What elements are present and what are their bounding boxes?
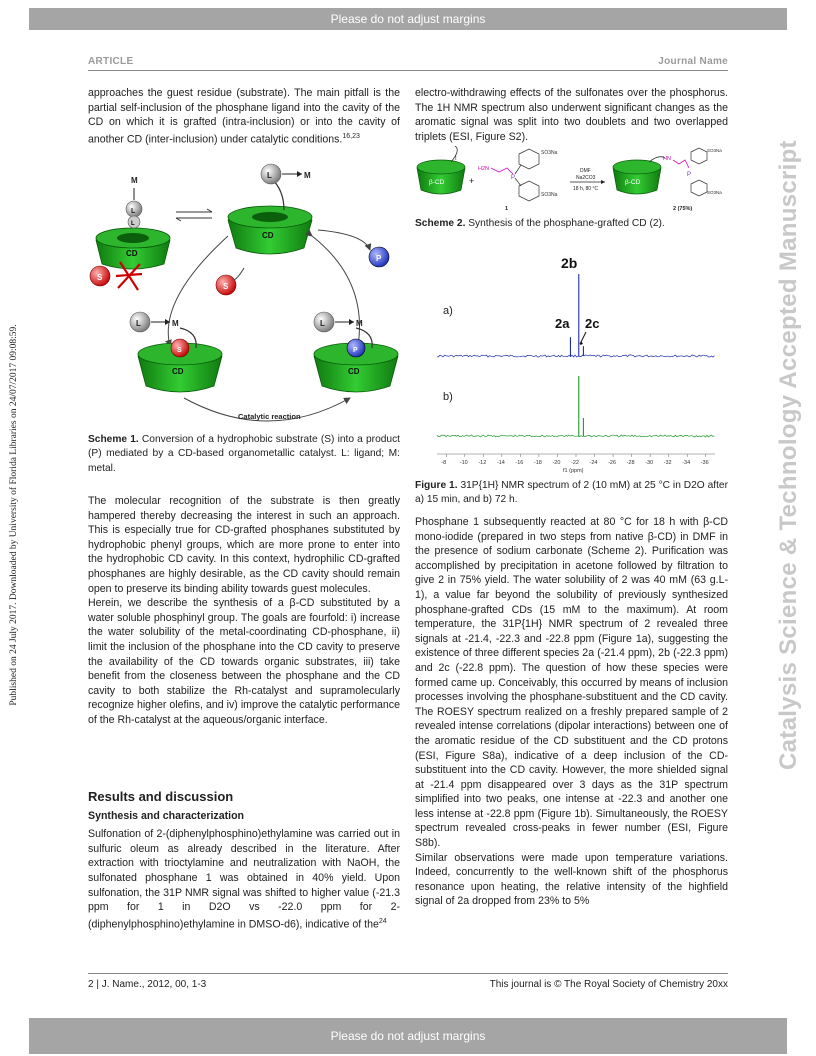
svg-text:M: M — [356, 319, 363, 328]
svg-text:18 h, 80 °C: 18 h, 80 °C — [573, 186, 599, 192]
svg-text:I: I — [455, 156, 457, 162]
spectrum-baseline-a — [437, 355, 715, 357]
svg-text:M: M — [131, 176, 138, 185]
x-tick-label: -26 — [608, 460, 617, 466]
svg-text:HN: HN — [663, 156, 671, 162]
figure1-caption: Figure 1. 31P{1H} NMR spectrum of 2 (10 mM) at 25 °C in D2O after a) 15 min, and b) 72 h. — [415, 480, 728, 506]
right-intro-paragraph: electro-withdrawing effects of the sulfonates over the phosphorus. The 1H NMR spectrum also underwent significant changes as the aromatic signal was split into two doublets and two overlapped triplets (ESI, Figure S2). — [415, 87, 728, 143]
cd-cup-with-product — [314, 312, 398, 392]
x-tick-label: -36 — [700, 460, 709, 466]
svg-text:1: 1 — [505, 206, 509, 212]
x-tick-label: -8 — [441, 460, 447, 466]
x-tick-label: -30 — [645, 460, 654, 466]
product-2 — [613, 148, 722, 212]
journal-name-label: Journal Name — [658, 56, 728, 67]
top-margin-banner: Please do not adjust margins — [29, 8, 787, 30]
article-label: ARTICLE — [88, 56, 134, 67]
figure1-nmr-chart — [415, 248, 728, 474]
svg-text:L: L — [131, 221, 135, 227]
x-tick-label: -12 — [478, 460, 487, 466]
x-axis-title: f1 (ppm) — [563, 468, 584, 474]
svg-text:L: L — [320, 319, 325, 328]
footer-rule — [88, 973, 728, 974]
bottom-margin-banner: Please do not adjust margins — [29, 1018, 787, 1054]
reaction-arrow — [570, 168, 605, 192]
scheme1-caption: Scheme 1. Conversion of a hydrophobic substrate (S) into a product (P) mediated by a CD-based organometallic catalyst. L: ligand; M: metal. — [88, 434, 400, 474]
svg-text:CD: CD — [172, 367, 184, 376]
svg-text:S: S — [223, 282, 229, 291]
svg-text:L: L — [131, 208, 136, 215]
paragraph-phosphane-reaction: Phosphane 1 subsequently reacted at 80 °C for 18 h with β-CD mono-iodide (prepared in two steps from native β-CD) in DMF in the presence of sodium carbonate (Scheme 2). Purification was accomplished by precipitation in acetone followed by filtration to give 2 in 75% yield. The water solubility of 2 was 40 mM (63 g.L-1), a value far beyond the solubility of previously synthesized phosphane-grafted CDs (15 mM to the maximum). At room temperature, the 31P{1H} NMR spectrum of 2 revealed three signals at -21.4, -22.3 and -22.8 ppm (Figure 1a), suggesting the existence of three different species 2a (-21.4 ppm), 2b (-22.3 ppm) and 2c (-22.8 ppm). The question of how these species were formed came up. Conceivably, this occurred by means of inclusion processes involving the phosphane-substituent and the CD cavity. The ROESY spectrum realized on a freshly prepared sample of 2 revealed intense correlations (dipolar interactions) between one of the aromatic residue of the CD substituent and the CD protons (ESI, Figure S8a), indicative of a deep inclusion of the CD-substituent into the CD cavity. However, the more shielded signal at -21.4 ppm disappeared over 3 days as the 31P spectrum simplified into two peaks, one intense at -22.3 and another one less intense at -22.8 ppm (Figure 1b). Simultaneously, the ROESY spectrum revealed cross-peaks in fewer number (ESI, Figure S8b). — [415, 516, 728, 850]
x-tick-label: -32 — [663, 460, 672, 466]
svg-text:P: P — [376, 254, 382, 263]
svg-text:L: L — [267, 171, 272, 180]
svg-text:P: P — [353, 347, 358, 354]
svg-text:P: P — [511, 175, 516, 181]
svg-text:SO3Na: SO3Na — [541, 150, 558, 156]
svg-text:S: S — [177, 347, 182, 354]
footer-right: This journal is © The Royal Society of Chemistry 20xx — [489, 979, 728, 990]
x-tick-label: -34 — [682, 460, 691, 466]
svg-text:M: M — [304, 171, 311, 180]
x-tick-label: -16 — [515, 460, 524, 466]
paragraph-molecular-recognition: The molecular recognition of the substrate is then greatly hampered thereby decreasing the interest in such an approach. This is especially true for CD-grafted phosphanes substituted by hydrophobic phenyl groups, which are more prone to enter into the hydrophobic CD cavity. In this context, hydrophilic CD-grafted phosphanes are highly desirable, as the CD cavity should remain open to preserve its binding ability towards guest molecules. — [88, 495, 400, 595]
x-tick-label: -22 — [571, 460, 579, 466]
left-intro-paragraph: approaches the guest residue (substrate). The main pitfall is the partial self-inclusion of the phosphane ligand into the cavity of the CD on which it is grafted (intra-inclusion) or into the cavity of another CD (inter-inclusion) under catalytic conditions.$^{16,23}$ — [88, 87, 400, 146]
svg-text:M: M — [172, 319, 179, 328]
panel-a-label: a) — [443, 305, 453, 317]
svg-text:SO3Na: SO3Na — [707, 190, 722, 195]
paragraph-temperature: Similar observations were made upon temperature variations. Indeed, concurrently to the well-known shift of the phosphorus resonance upon heating, the relative intensity of the highfield signal of 2a dropped from 23% to 5% — [415, 851, 728, 908]
svg-text:Catalytic reaction: Catalytic reaction — [238, 412, 301, 421]
publication-stamp: Published on 24 July 2017. Downloaded by University of Florida Libraries on 24/07/2017 09:08:59. — [9, 324, 19, 706]
svg-text:CD: CD — [126, 249, 138, 258]
x-tick-label: -28 — [626, 460, 635, 466]
left-body-paragraphs — [88, 494, 400, 728]
x-tick-label: -10 — [459, 460, 468, 466]
x-tick-label: -18 — [533, 460, 542, 466]
svg-text:+: + — [469, 176, 475, 186]
scheme2-caption: Scheme 2. Synthesis of the phosphane-grafted CD (2). — [415, 218, 665, 229]
footer-left: 2 | J. Name., 2012, 00, 1-3 — [88, 979, 207, 990]
header-rule — [88, 70, 728, 71]
peak-label-2b: 2b — [561, 255, 578, 271]
section-title: Results and discussion — [88, 789, 234, 804]
svg-text:CD: CD — [262, 231, 274, 240]
scheme2-graphic — [415, 146, 728, 214]
svg-text:S: S — [97, 273, 103, 282]
svg-text:Na2CO3: Na2CO3 — [576, 175, 596, 181]
svg-text:β-CD: β-CD — [429, 179, 445, 186]
svg-text:β-CD: β-CD — [625, 179, 641, 186]
svg-text:2 (75%): 2 (75%) — [673, 206, 693, 212]
svg-text:L: L — [136, 319, 141, 328]
svg-text:P: P — [687, 172, 692, 178]
results-section: Results and discussion Synthesis and characterization Sulfonation of 2-(diphenylphosphino)ethylamine was carried out in sulfuric oleum as already described in the literature. After extraction with trioctylamine and neutralization with NaOH, the sulfonated phosphane 1 was obtained in 40% yield. Upon sulfonation, the 31P NMR signal was shifted to higher value (-21.3 ppm for 1 in D2O vs -22.0 ppm for 2-(diphenylphosphino)ethylamine in DMSO-d6), indicative of the$^{24}$ — [88, 789, 400, 931]
spectrum-baseline-b — [437, 435, 715, 437]
cd-cup-with-substrate — [130, 312, 222, 392]
paragraph-herein: Herein, we describe the synthesis of a β-CD substituted by a water soluble phosphinyl group. The goals are fourfold: i) increase the water solubility of the metal-coordinating CD-phosphane, ii) limit the inclusion of the phosphane into the CD cavity to preserve the availability of the CD towards organic substrates, iii) take benefit from the closeness between the phosphane and the CD cavity to both stabilize the Rh-catalyst and supramolecularly recognize higher olefins, and iv) improve the catalytic performance of the Rh-catalyst at the aqueous/organic interface. — [88, 597, 400, 726]
svg-text:SO3Na: SO3Na — [707, 148, 722, 153]
x-tick-label: -14 — [496, 460, 505, 466]
svg-text:H2N: H2N — [478, 166, 490, 172]
cd-cup-free — [96, 176, 170, 269]
peak-label-2c: 2c — [585, 316, 600, 331]
x-tick-label: -24 — [589, 460, 598, 466]
cd-cup-catalyst-top — [228, 164, 312, 254]
peak-label-2a: 2a — [555, 316, 570, 331]
svg-text:CD: CD — [348, 367, 360, 376]
panel-b-label: b) — [443, 391, 453, 403]
accepted-manuscript-watermark: Catalysis Science & Technology Accepted Manuscript — [775, 140, 802, 770]
subsection-title: Synthesis and characterization — [88, 809, 245, 822]
svg-text:SO3Na: SO3Na — [541, 192, 558, 198]
right-body-paragraphs — [415, 515, 728, 909]
x-tick-label: -20 — [552, 460, 561, 466]
phosphane-1 — [478, 149, 558, 212]
scheme1-graphic — [88, 160, 400, 428]
bcd-iodide — [417, 146, 465, 194]
svg-text:DMF: DMF — [580, 168, 591, 174]
